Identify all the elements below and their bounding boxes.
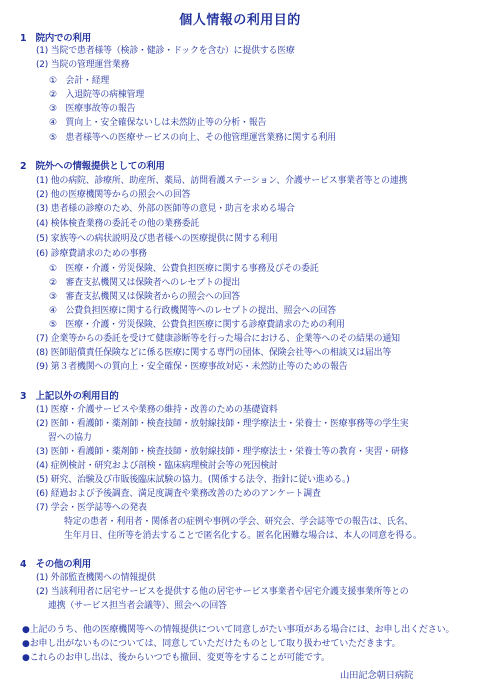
list-item: (5) 家族等への病状説明及び患者様への医療提供に関する利用 [36, 234, 278, 244]
sub-list-item: ⑤ 患者様等への医療サービスの向上、その他管理運営業務に関する利用 [49, 133, 337, 143]
sub-list-item: ① 医療・介護・労災保険、公費負担医療に関する事務及びその委託 [49, 264, 319, 274]
list-item: (2) 他の医療機関等からの照会への回答 [36, 190, 191, 200]
footnote: ●お申し出がないものについては、同意していただけたものとして取り扱わせていただきます。 [22, 639, 401, 649]
sub-list-item: ② 審査支払機関又は保険者へのレセプトの提出 [49, 278, 241, 288]
footnote: ●上記のうち、他の医療機関等への情報提供について同意しがたい事項がある場合には、お申し出ください。 [22, 625, 455, 635]
list-item: (1) 外部監査機関への情報提供 [36, 573, 156, 583]
section-heading: 1 院内での利用 [20, 33, 91, 44]
sub-list-item: ③ 審査支払機関又は保険者からの照会への回答 [49, 292, 241, 302]
list-item-continuation: 連携（サービス担当者会議等）、照会への回答 [48, 601, 227, 611]
section-heading: 2 院外への情報提供としての利用 [20, 161, 165, 172]
section-heading: 4 その他の利用 [20, 559, 91, 570]
hospital-name: 山田記念朝日病院 [340, 670, 414, 681]
sub-list-item: ⑤ 医療・介護・労災保険、公費負担医療に関する診療費請求のための利用 [49, 320, 345, 330]
sub-list-item: ② 入退院等の病棟管理 [49, 90, 145, 100]
sub-list-item: ③ 医療事故等の報告 [49, 104, 136, 114]
list-item: (2) 当院の管理運営業務 [36, 60, 130, 70]
list-item: (2) 当該利用者に居宅サービスを提供する他の居宅サービス事業者や居宅介護支援事業所等との [36, 587, 409, 597]
list-item-continuation: 習への協力 [48, 433, 92, 443]
list-item: (6) 経過および予後調査、満足度調査や業務改善のためのアンケート調査 [36, 489, 321, 499]
list-item: (1) 他の病院、診療所、助産所、薬局、訪問看護ステーション、介護サービス事業者等との連携 [36, 176, 408, 186]
list-item: (2) 医師・看護師・薬剤師・検査技師・放射線技師・理学療法士・栄養士・医療事務等の学生実 [36, 419, 409, 429]
list-item: (1) 当院で患者様等（検診・健診・ドックを含む）に提供する医療 [36, 46, 295, 56]
page-title: 個人情報の利用目的 [179, 13, 301, 28]
list-item: (1) 医療・介護サービスや業務の維持・改善のための基礎資料 [36, 405, 278, 415]
footnote: ●これらのお申し出は、後からいつでも撤回、変更等をすることが可能です。 [22, 653, 330, 663]
sub-list-item: ① 会計・経理 [49, 76, 110, 86]
list-item: (7) 企業等からの委託を受けて健康診断等を行った場合における、企業等へのその結果の通知 [36, 334, 400, 344]
note-text: 特定の患者・利用者・関係者の症例や事例の学会、研究会、学会誌等での報告は、氏名、 [64, 517, 413, 527]
sub-list-item: ④ 質向上・安全確保ないしは未然防止等の分析・報告 [49, 118, 267, 128]
list-item: (3) 患者様の診療のため、外部の医師等の意見・助言を求める場合 [36, 204, 295, 214]
sub-list-item: ④ 公費負担医療に関する行政機関等へのレセプトの提出、照会への回答 [49, 306, 337, 316]
list-item: (6) 診療費請求のための事務 [36, 249, 147, 259]
list-item: (4) 症例検討・研究および剖検・臨床病理検討会等の死因検討 [36, 461, 278, 471]
list-item: (8) 医師賠償責任保険などに係る医療に関する専門の団体、保険会社等への相談又は届出等 [36, 348, 392, 358]
section-heading: 3 上記以外の利用目的 [20, 391, 119, 402]
list-item: (5) 研究、治験及び市販後臨床試験の協力。(関係する法令、指針に従い進める。) [36, 475, 350, 485]
list-item: (7) 学会・医学誌等への発表 [36, 503, 147, 513]
list-item: (9) 第３者機関への質向上・安全確保・医療事故対応・未然防止等のための報告 [36, 362, 348, 372]
note-text: 生年月日、住所等を消去することで匿名化する。匿名化困難な場合は、本人の同意を得る。 [64, 531, 422, 541]
list-item: (3) 医師・看護師・薬剤師・検査技師・放射線技師・理学療法士・栄養士等の教育・実習・研修 [36, 447, 409, 457]
list-item: (4) 検体検査業務の委託その他の業務委託 [36, 219, 200, 229]
